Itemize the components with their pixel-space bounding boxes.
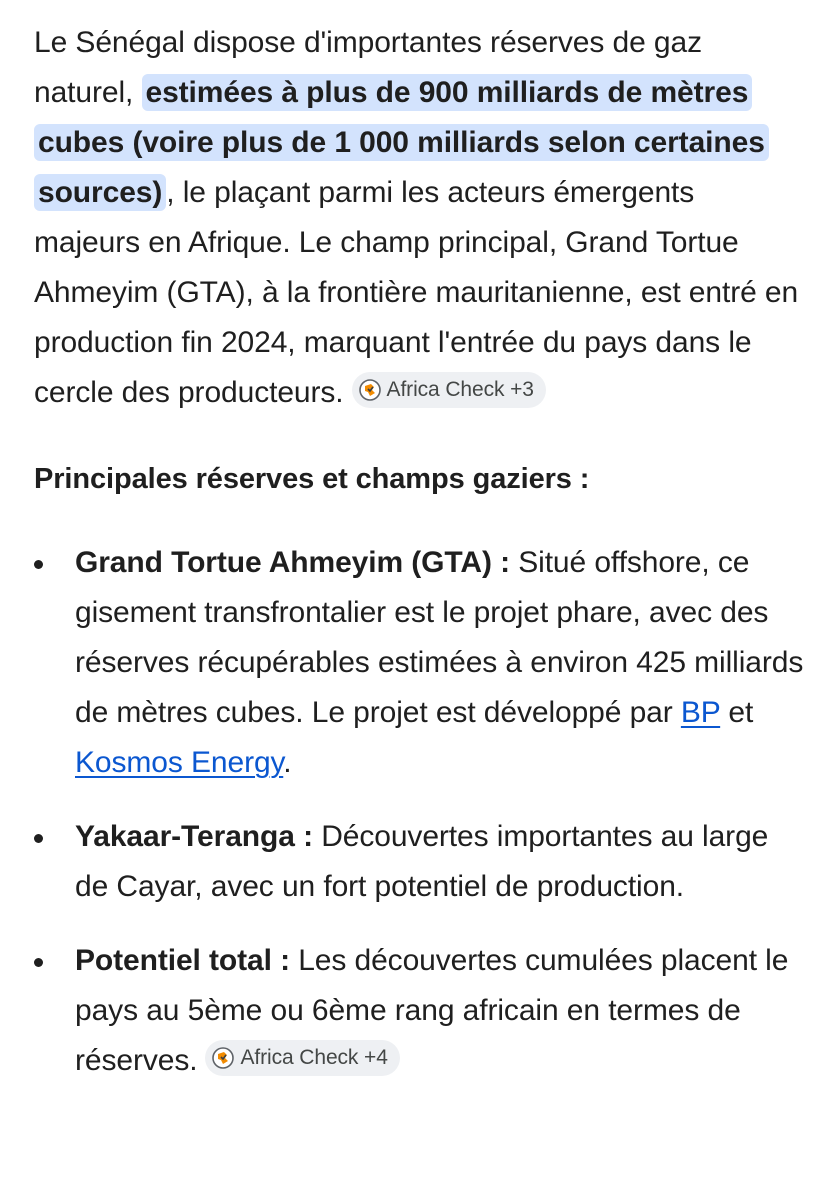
link-kosmos-energy[interactable]: Kosmos Energy	[75, 746, 284, 779]
source-chip-label: Africa Check +4	[240, 1046, 388, 1070]
source-chip-potentiel[interactable]	[205, 1040, 399, 1076]
list-item-text: Les découvertes cumulées placent le pays au 5ème ou 6ème rang africain en termes de réserves.	[75, 944, 789, 1077]
intro-highlight[interactable]: estimées à plus de 900 milliards de mètres cubes (voire plus de 1 000 milliards selon certaines sources)	[34, 74, 769, 211]
intro-text-before: Le Sénégal dispose d'importantes réserves de gaz naturel,	[34, 26, 703, 109]
source-chip-label: Africa Check +3	[386, 378, 534, 402]
link-bp[interactable]: BP	[680, 696, 721, 729]
list-item-gta	[34, 538, 804, 788]
africa-check-logo-icon	[359, 379, 381, 401]
list-item-term: Yakaar-Teranga :	[75, 820, 313, 853]
intro-paragraph	[34, 18, 804, 418]
list-item-yakaar-teranga	[34, 812, 804, 912]
section-heading: Principales réserves et champs gaziers :	[34, 463, 590, 495]
reserves-list	[34, 538, 804, 1086]
list-item-connector: et	[720, 696, 754, 729]
list-item-term: Potentiel total :	[75, 944, 290, 977]
source-chip-intro[interactable]	[352, 372, 546, 408]
list-item-potentiel-total	[34, 936, 804, 1086]
list-item-term: Grand Tortue Ahmeyim (GTA) :	[75, 546, 510, 579]
africa-check-logo-icon	[212, 1047, 234, 1069]
list-item-text: Découvertes importantes au large de Cayar, avec un fort potentiel de production.	[75, 820, 769, 903]
intro-text-after: , le plaçant parmi les acteurs émergents majeurs en Afrique. Le champ principal, Grand Tortue Ahmeyim (GTA), à la frontière mauritanienne, est entré en production fin 2024, marquant l'entrée du pays dans le cercle des producteurs.	[34, 176, 799, 409]
response-content	[34, 18, 804, 1110]
list-item-end: .	[283, 746, 292, 779]
list-item-text: Situé offshore, ce gisement transfrontalier est le projet phare, avec des réserves récupérables estimées à environ 425 milliards de mètres cubes. Le projet est développé par	[75, 546, 804, 729]
